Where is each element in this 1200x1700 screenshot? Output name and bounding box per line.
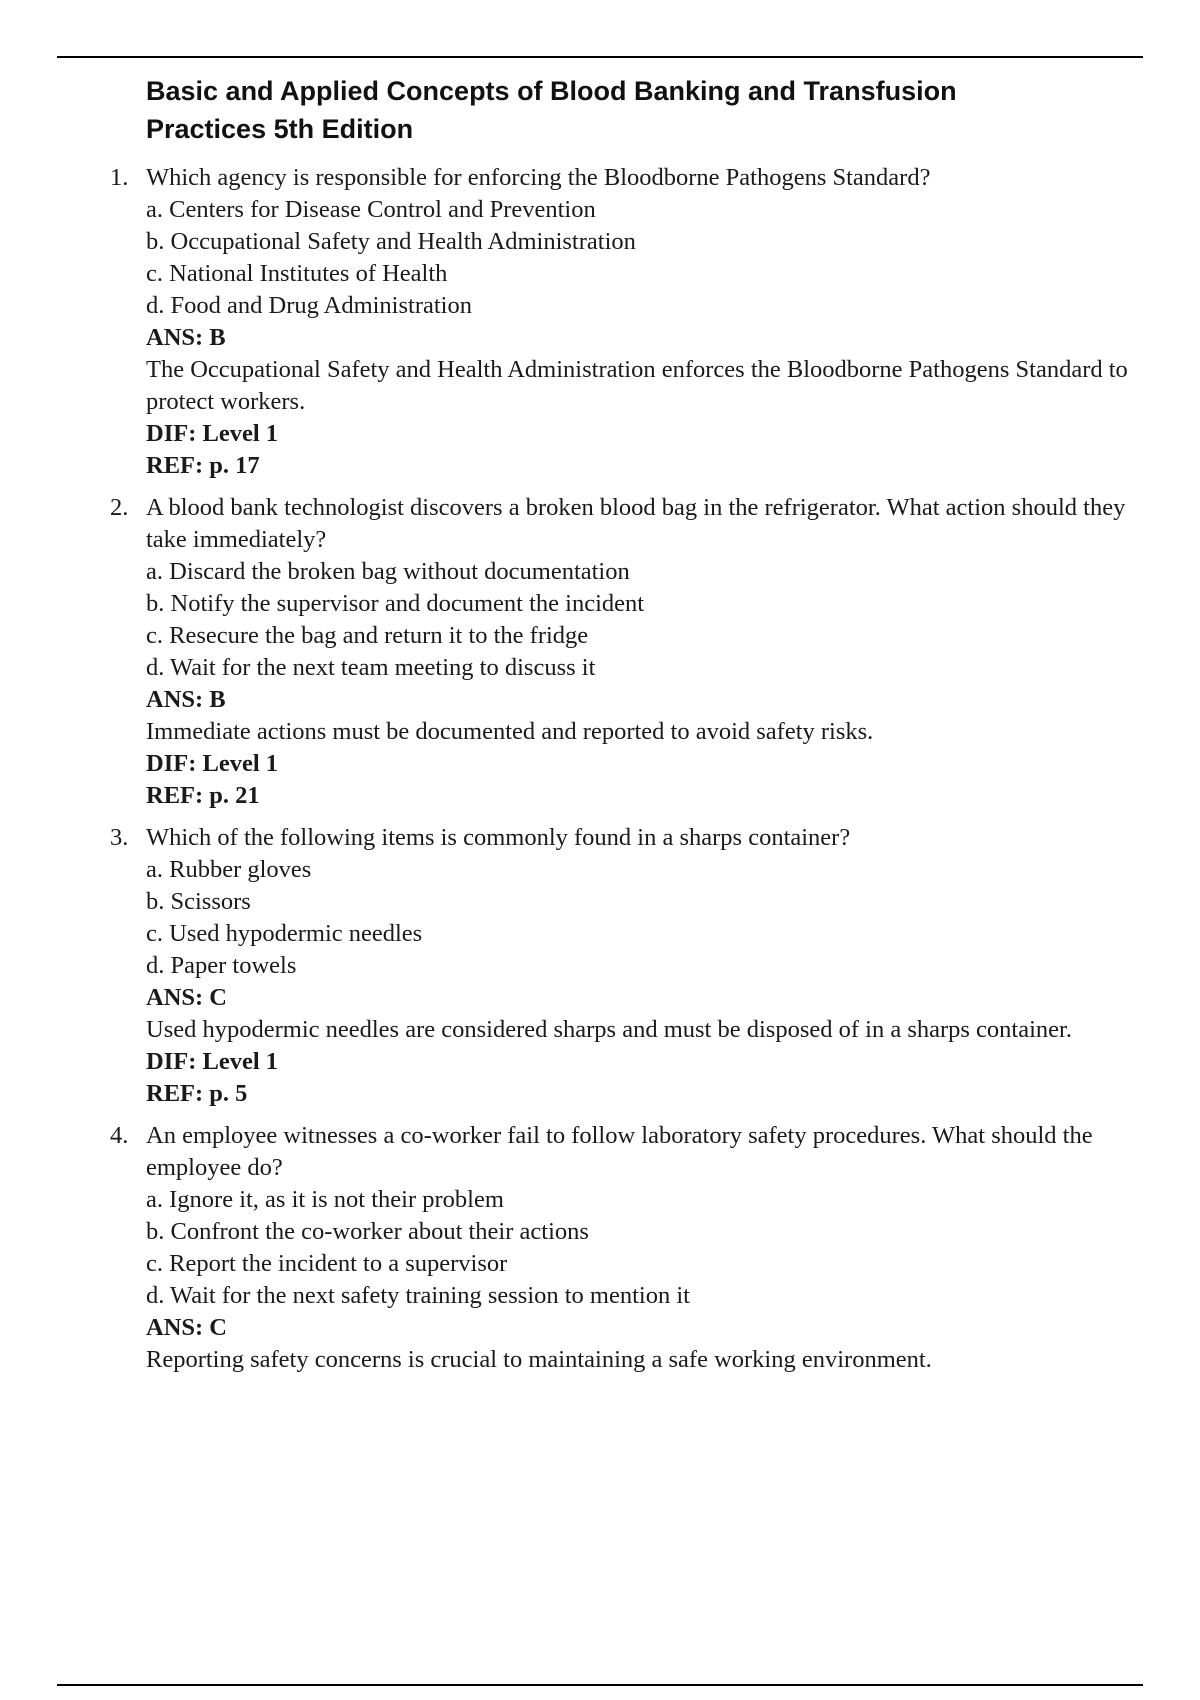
answer-option: b. Scissors: [146, 888, 251, 915]
answer-option: b. Notify the supervisor and document the incident: [146, 590, 645, 617]
answer-option: b. Confront the co-worker about their actions: [146, 1218, 589, 1245]
answer-key: ANS: B: [146, 324, 226, 351]
answer-option: c. National Institutes of Health: [146, 260, 448, 287]
answer-option: a. Rubber gloves: [146, 856, 312, 883]
difficulty-level: DIF: Level 1: [146, 750, 278, 777]
difficulty-level: DIF: Level 1: [146, 420, 278, 447]
answer-option: a. Centers for Disease Control and Prevention: [146, 196, 596, 223]
answer-option: d. Wait for the next team meeting to discuss it: [146, 654, 596, 681]
answer-rationale: The Occupational Safety and Health Administration enforces the Bloodborne Pathogens Standard to protect workers.: [146, 356, 1128, 415]
header-rule: [57, 56, 1143, 58]
question-text: A blood bank technologist discovers a broken blood bag in the refrigerator. What action should they take immediately?: [146, 494, 1126, 553]
page-reference: REF: p. 21: [146, 782, 260, 809]
answer-option: d. Wait for the next safety training session to mention it: [146, 1282, 690, 1309]
question-text: An employee witnesses a co-worker fail to follow laboratory safety procedures. What should the employee do?: [146, 1122, 1093, 1181]
answer-key: ANS: C: [146, 984, 227, 1011]
answer-rationale: Immediate actions must be documented and reported to avoid safety risks.: [146, 718, 874, 745]
difficulty-level: DIF: Level 1: [146, 1048, 278, 1075]
answer-option: a. Ignore it, as it is not their problem: [146, 1186, 504, 1213]
page-reference: REF: p. 17: [146, 452, 260, 479]
question-number: 3.: [110, 824, 129, 851]
page-reference: REF: p. 5: [146, 1080, 248, 1107]
answer-key: ANS: C: [146, 1314, 227, 1341]
answer-option: d. Paper towels: [146, 952, 297, 979]
question-list: [0, 162, 1200, 1386]
answer-option: d. Food and Drug Administration: [146, 292, 472, 319]
question-text: Which of the following items is commonly found in a sharps container?: [146, 824, 851, 851]
question-item: [0, 822, 1200, 1110]
answer-key: ANS: B: [146, 686, 226, 713]
question-item: [0, 1120, 1200, 1376]
question-number: 2.: [110, 494, 129, 521]
answer-option: c. Used hypodermic needles: [146, 920, 423, 947]
answer-rationale: Reporting safety concerns is crucial to maintaining a safe working environment.: [146, 1346, 932, 1373]
footer-rule: [57, 1684, 1143, 1686]
answer-option: c. Resecure the bag and return it to the fridge: [146, 622, 589, 649]
question-number: 1.: [110, 164, 129, 191]
answer-option: b. Occupational Safety and Health Administration: [146, 228, 636, 255]
question-item: [0, 492, 1200, 812]
answer-option: a. Discard the broken bag without documentation: [146, 558, 630, 585]
answer-option: c. Report the incident to a supervisor: [146, 1250, 508, 1277]
document-title: Basic and Applied Concepts of Blood Banking and Transfusion Practices 5th Edition: [146, 76, 957, 144]
answer-rationale: Used hypodermic needles are considered sharps and must be disposed of in a sharps container.: [146, 1016, 1072, 1043]
question-text: Which agency is responsible for enforcing the Bloodborne Pathogens Standard?: [146, 164, 931, 191]
question-item: [0, 162, 1200, 482]
question-number: 4.: [110, 1122, 129, 1149]
